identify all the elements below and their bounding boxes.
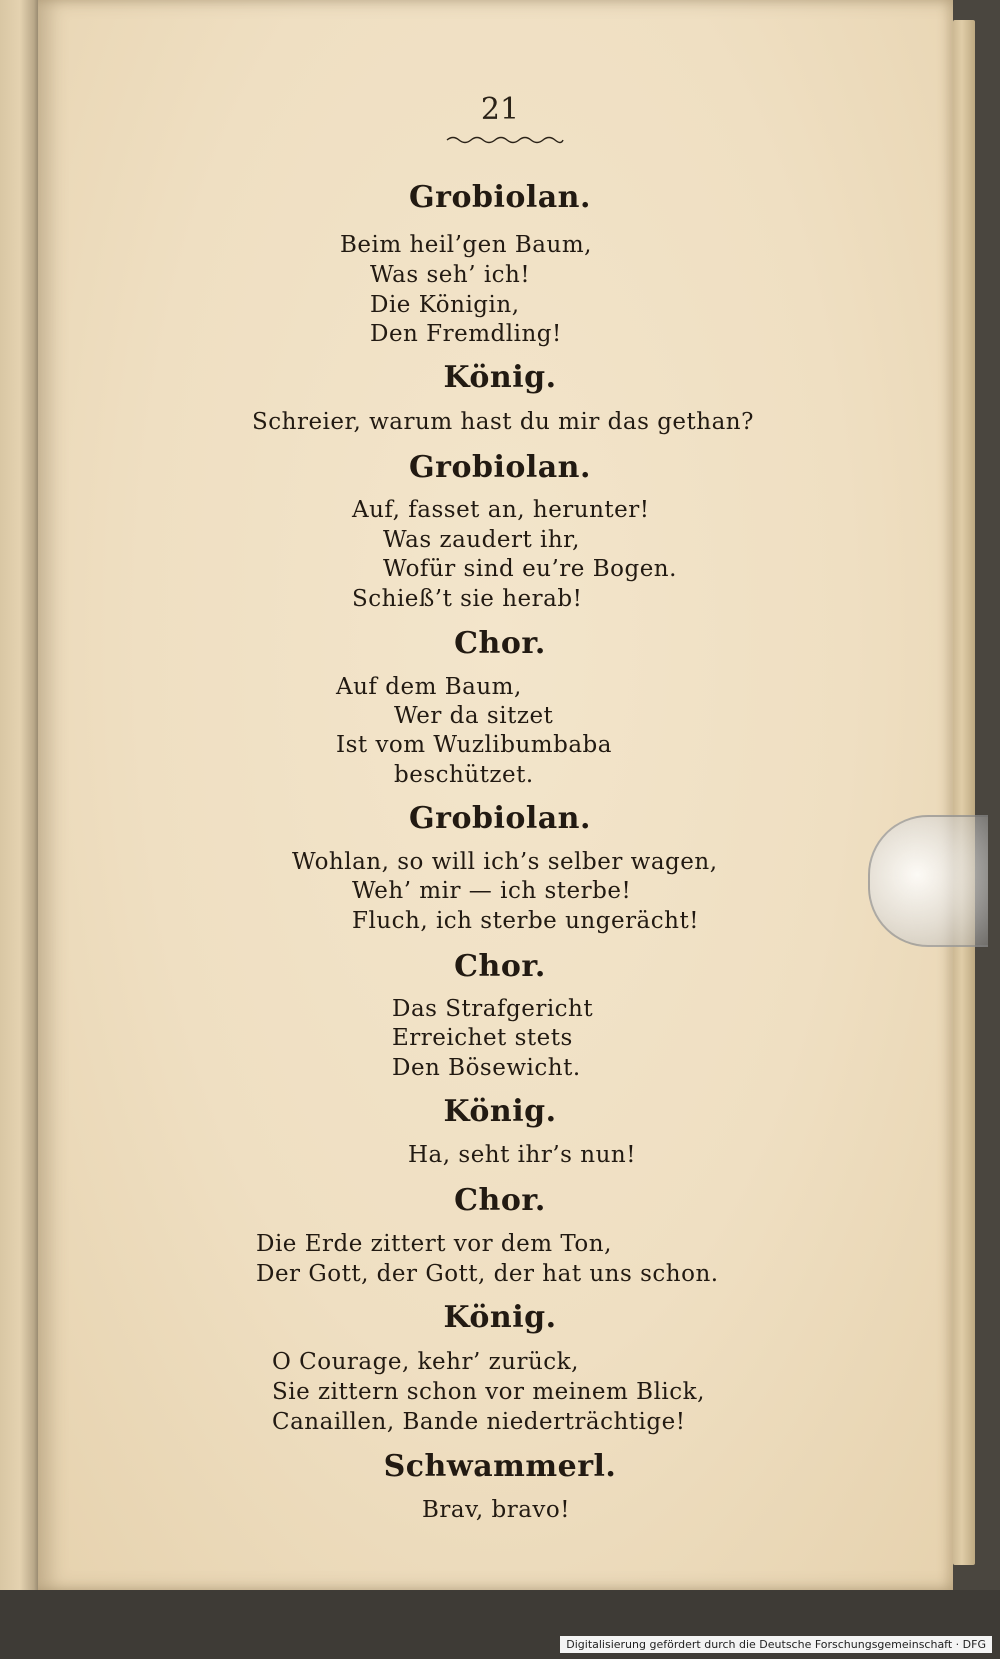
- page-number: 21: [480, 92, 520, 127]
- verse-line: beschützet.: [394, 762, 534, 788]
- speaker-name: Schwammerl.: [383, 1449, 617, 1484]
- verse-line: Wer da sitzet: [394, 703, 554, 729]
- speaker-name: Chor.: [454, 949, 546, 984]
- verse-line: Schreier, warum hast du mir das gethan?: [252, 409, 754, 435]
- verse-line: Die Königin,: [370, 292, 520, 318]
- verse-line: Den Bösewicht.: [392, 1055, 581, 1081]
- verse-line: Was zaudert ihr,: [383, 527, 580, 553]
- verse-line: Die Erde zittert vor dem Ton,: [256, 1231, 612, 1257]
- verse-line: Beim heil’gen Baum,: [340, 232, 592, 258]
- verse-line: Canaillen, Bande niederträchtige!: [272, 1409, 686, 1435]
- verse-line: Den Fremdling!: [370, 321, 562, 347]
- verse-line: Auf dem Baum,: [336, 674, 522, 700]
- verse-line: O Courage, kehr’ zurück,: [272, 1349, 579, 1375]
- speaker-name: Chor.: [454, 1183, 546, 1218]
- speaker-name: Grobiolan.: [409, 450, 591, 485]
- verse-line: Schieß’t sie herab!: [352, 586, 583, 612]
- verse-line: Sie zittern schon vor meinem Blick,: [272, 1379, 705, 1405]
- scanner-glare: [868, 815, 988, 947]
- verse-line: Weh’ mir — ich sterbe!: [352, 878, 632, 904]
- verse-line: Fluch, ich sterbe ungerächt!: [352, 908, 699, 934]
- verse-line: Ist vom Wuzlibumbaba: [336, 732, 612, 758]
- verse-line: Der Gott, der Gott, der hat uns schon.: [256, 1261, 719, 1287]
- verse-line: Das Strafgericht: [392, 996, 594, 1022]
- speaker-name: König.: [443, 1300, 557, 1335]
- speaker-name: Grobiolan.: [409, 801, 591, 836]
- speaker-name: König.: [443, 360, 557, 395]
- verse-line: Wohlan, so will ich’s selber wagen,: [292, 849, 718, 875]
- verse-line: Auf, fasset an, herunter!: [352, 497, 650, 523]
- verse-line: Erreichet stets: [392, 1025, 573, 1051]
- wavy-rule-ornament: [445, 134, 565, 146]
- verse-line: Brav, bravo!: [422, 1497, 571, 1523]
- speaker-name: Chor.: [454, 626, 546, 661]
- speaker-name: Grobiolan.: [409, 180, 591, 215]
- verse-line: Was seh’ ich!: [370, 262, 531, 288]
- digitization-credit: Digitalisierung gefördert durch die Deutsche Forschungsgemeinschaft · DFG: [560, 1636, 992, 1653]
- verse-line: Ha, seht ihr’s nun!: [408, 1142, 636, 1168]
- speaker-name: König.: [443, 1094, 557, 1129]
- verse-line: Wofür sind eu’re Bogen.: [383, 556, 677, 582]
